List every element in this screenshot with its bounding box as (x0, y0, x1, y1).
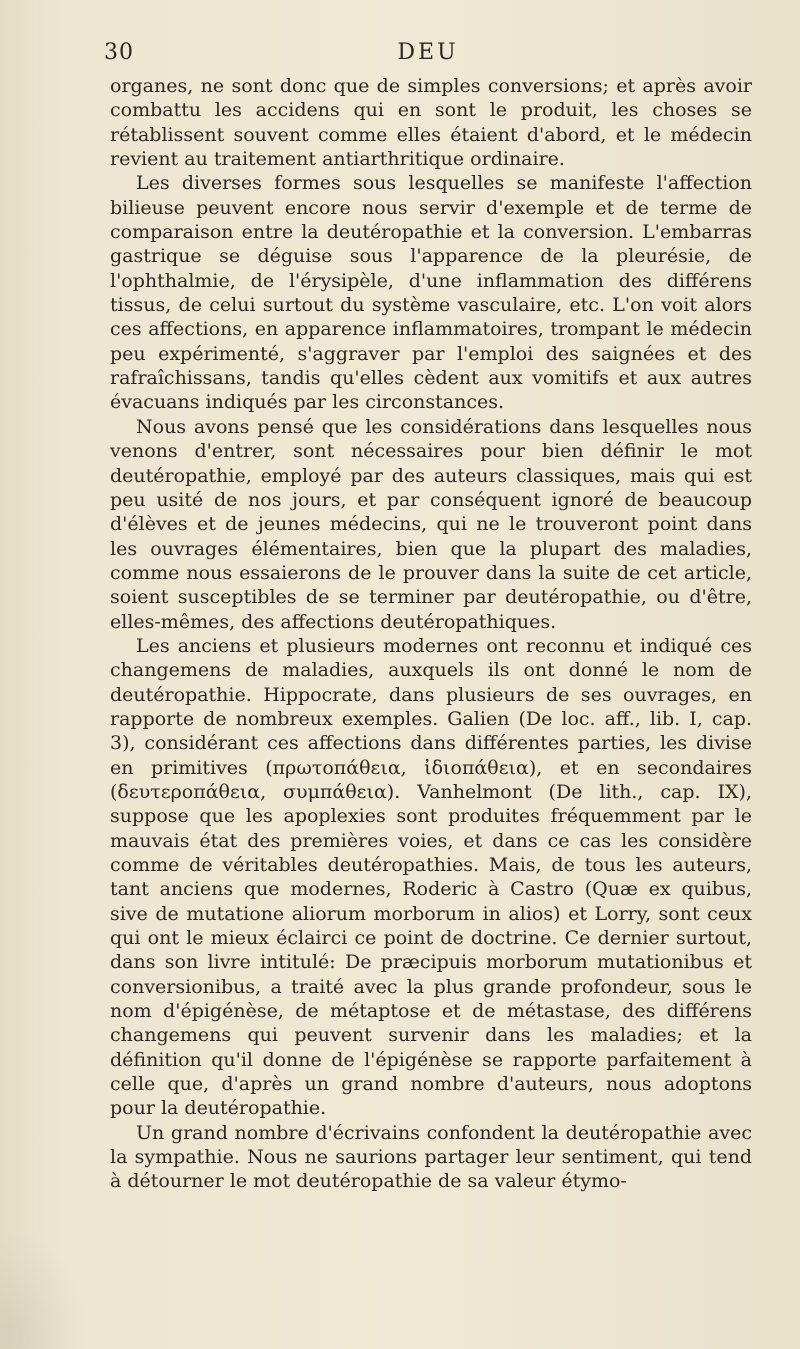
paragraph-definition: Nous avons pensé que les considérations dans lesquelles nous venons d'entrer, sont nécessaires pour bien définir le mot deutéropathie, employé par des auteurs classiques, mais qui est peu usité de nos jours, et par conséquent ignoré de beaucoup d'élèves et de jeunes médecins, qui ne le trouveront point dans les ouvrages élémentaires, bien que la plupart des maladies, comme nous essaierons de le prouver dans la suite de cet article, soient susceptibles de se terminer par deutéropathie, ou d'être, elles-mêmes, des affections deutéropathiques. (110, 415, 752, 633)
paragraph-continuation: organes, ne sont donc que de simples conversions; et après avoir combattu les accidens qui en sont le produit, les choses se rétablissent souvent comme elles étaient d'abord, et le médecin revient au traitement antiarthritique ordinaire. (110, 75, 752, 171)
running-head: DEU (397, 40, 459, 65)
paragraph-history: Les anciens et plusieurs modernes ont reconnu et indiqué ces changemens de maladies, auxquels ils ont donné le nom de deutéropathie. Hippocrate, dans plusieurs de ses ouvrages, en rapporte de nombreux exemples. Galien (De loc. aff., lib. I, cap. 3), considérant ces affections dans différentes parties, les divise en primitives (πρωτοπάθεια, ἰδιοπάθεια), et en secondaires (δευτεροπάθεια, συμπάθεια). Vanhelmont (De lith., cap. IX), suppose que les apoplexies sont produites fréquemment par le mauvais état des premières voies, et dans ce cas les considère comme de véritables deutéropathies. Mais, de tous les auteurs, tant anciens que modernes, Roderic à Castro (Quæ ex quibus, sive de mutatione aliorum morborum in alios) et Lorry, sont ceux qui ont le mieux éclairci ce point de doctrine. Ce dernier surtout, dans son livre intitulé: De præcipuis morborum mutationibus et conversionibus, a traité avec la plus grande profondeur, sous le nom d'épigénèse, de métaptose et de métastase, des différens changemens qui peuvent survenir dans les maladies; et la définition qu'il donne de l'épigénèse se rapporte parfaitement à celle que, d'après un grand nombre d'auteurs, nous adoptons pour la deutéropathie. (110, 634, 752, 1120)
paragraph-sympathy: Un grand nombre d'écrivains confondent la deutéropathie avec la sympathie. Nous ne saurions partager leur sentiment, qui tend à détourner le mot deutéropathie de sa valeur étymo- (110, 1121, 752, 1193)
paper-stain (0, 1229, 90, 1349)
page-header (104, 40, 752, 68)
body-text (110, 74, 752, 1194)
paragraph-bilious-affection: Les diverses formes sous lesquelles se manifeste l'affection bilieuse peuvent encore nous servir d'exemple et de terme de comparaison entre la deutéropathie et la conversion. L'embarras gastrique se déguise sous l'apparence de la pleurésie, de l'ophthalmie, de l'érysipèle, d'une inflammation des différens tissus, de celui surtout du système vasculaire, etc. L'on voit alors ces affections, en apparence inflammatoires, trompant le médecin peu expérimenté, s'aggraver par l'emploi des saignées et des rafraîchissans, tandis qu'elles cèdent aux vomitifs et aux autres évacuans indiqués par les circonstances. (110, 172, 752, 414)
page-number: 30 (104, 40, 134, 65)
